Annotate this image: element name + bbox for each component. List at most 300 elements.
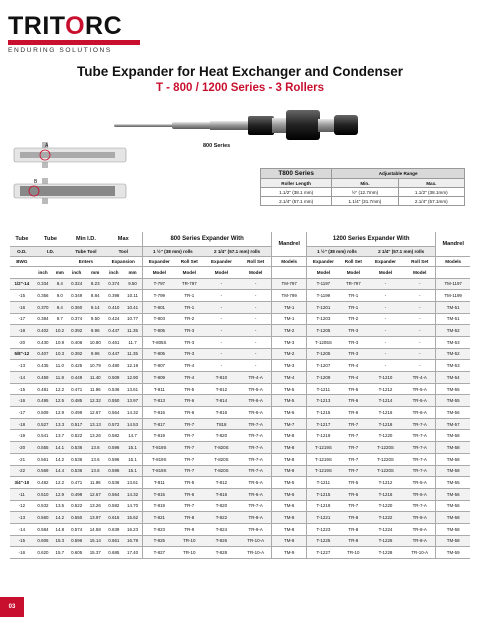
- hdr-rollset: Roll Set: [176, 256, 203, 266]
- table-cell: 8.23: [86, 278, 105, 290]
- table-cell: TM-8: [272, 453, 307, 465]
- hdr-model: Model: [340, 266, 367, 278]
- table-cell: TM-51: [436, 301, 470, 313]
- hdr-tube-id: Tube: [34, 232, 68, 246]
- hdr-od: O.D.: [10, 246, 34, 256]
- table-cell: TR-6: [340, 488, 367, 500]
- table-cell: -20: [10, 336, 34, 348]
- table-cell: 8.4: [52, 278, 67, 290]
- table-cell: -19: [10, 430, 34, 442]
- table-cell: T-824: [203, 523, 240, 535]
- table-cell: T-801: [142, 301, 175, 313]
- table-cell: 0.536: [67, 442, 86, 454]
- hdr-expander: Expander: [307, 256, 340, 266]
- brand-logo: [8, 14, 150, 54]
- table-cell: -: [240, 360, 272, 372]
- hdr-expander: Expander: [142, 256, 175, 266]
- table-cell: T-1199: [307, 290, 340, 302]
- table-cell: T-819S: [142, 465, 175, 477]
- table-cell: T-819: [142, 500, 175, 512]
- table-cell: TM-51: [436, 313, 470, 325]
- table-cell: 14.32: [123, 407, 142, 419]
- table-row: [10, 512, 470, 524]
- table-cell: T-1218: [367, 418, 404, 430]
- table-cell: TR-7: [340, 430, 367, 442]
- table-row: [10, 430, 470, 442]
- range-cell: 2.1/4" (57.1mm): [398, 197, 464, 206]
- hdr-models-800: Models: [272, 256, 307, 266]
- table-cell: T-1220S: [367, 442, 404, 454]
- table-cell: 10.11: [123, 290, 142, 302]
- table-cell: T-825: [142, 535, 175, 547]
- table-cell: 0.532: [34, 500, 53, 512]
- table-cell: TM-52: [436, 348, 470, 360]
- table-cell: -22: [10, 465, 34, 477]
- table-cell: TR-8-A: [404, 512, 436, 524]
- table-row: [10, 301, 470, 313]
- table-cell: 0.596: [67, 535, 86, 547]
- hdr-800-series: 800 Series Expander With: [142, 232, 271, 246]
- table-cell: 0.572: [105, 418, 124, 430]
- table-cell: -: [240, 348, 272, 360]
- table-cell: TM-58: [436, 453, 470, 465]
- table-cell: TR-7: [176, 453, 203, 465]
- table-cell: -: [240, 278, 272, 290]
- hdr-1200-series: 1200 Series Expander With: [307, 232, 436, 246]
- table-cell: 0.620: [34, 547, 53, 559]
- table-cell: TM-5: [272, 395, 307, 407]
- table-cell: TR-4: [340, 360, 367, 372]
- table-cell: 0.459: [34, 372, 53, 384]
- table-cell: 0.392: [67, 348, 86, 360]
- table-cell: 0.536: [105, 383, 124, 395]
- table-cell: -11: [10, 488, 34, 500]
- table-cell: TR-7: [340, 442, 367, 454]
- table-cell: T-812: [203, 477, 240, 489]
- hdr-mm: mm: [52, 266, 67, 278]
- table-cell: TR-5: [340, 477, 367, 489]
- table-cell: TR-5: [176, 383, 203, 395]
- table-cell: TM-57: [436, 418, 470, 430]
- hdr-rollset: Roll Set: [340, 256, 367, 266]
- table-cell: 0.398: [105, 290, 124, 302]
- table-cell: TR-6-A: [240, 395, 272, 407]
- table-cell: TR-7: [176, 465, 203, 477]
- table-cell: T-815: [142, 488, 175, 500]
- table-row: [10, 453, 470, 465]
- table-cell: TM-6: [272, 488, 307, 500]
- table-cell: TR-6-A: [404, 407, 436, 419]
- table-cell: 16.79: [123, 535, 142, 547]
- table-cell: T-819: [142, 430, 175, 442]
- table-cell: T-1205: [307, 325, 340, 337]
- table-row: [10, 442, 470, 454]
- range-col-roller: Roller Length: [261, 179, 332, 188]
- table-cell: -: [404, 301, 436, 313]
- table-cell: 0.407: [34, 348, 53, 360]
- table-cell: 1/2"-14: [10, 278, 34, 290]
- table-cell: TM-58: [436, 465, 470, 477]
- table-cell: -16: [10, 301, 34, 313]
- hdr-rollset: Roll Set: [240, 256, 272, 266]
- table-cell: T-1211: [307, 477, 340, 489]
- hdr-inch: inch: [67, 266, 86, 278]
- table-cell: TR-8: [340, 512, 367, 524]
- table-cell: -20: [10, 442, 34, 454]
- table-cell: -12: [10, 500, 34, 512]
- table-cell: 14.7: [123, 430, 142, 442]
- table-cell: TR-3: [340, 348, 367, 360]
- table-cell: 12.90: [123, 372, 142, 384]
- table-cell: -17: [10, 407, 34, 419]
- table-cell: TM-1199: [436, 290, 470, 302]
- table-cell: T-1222: [367, 512, 404, 524]
- table-cell: -: [367, 360, 404, 372]
- table-cell: 8.84: [86, 290, 105, 302]
- table-cell: 0.334: [34, 278, 53, 290]
- table-cell: TM-58: [436, 430, 470, 442]
- table-cell: 14.2: [52, 512, 67, 524]
- expander-spec-table: [10, 232, 470, 559]
- table-cell: 0.370: [34, 301, 53, 313]
- table-cell: T-1228: [367, 547, 404, 559]
- table-cell: 9.50: [123, 278, 142, 290]
- table-cell: TM-56: [436, 488, 470, 500]
- table-cell: TR-4-A: [404, 372, 436, 384]
- table-cell: TR-5-A: [240, 477, 272, 489]
- table-cell: TM-55: [436, 395, 470, 407]
- table-row: [10, 523, 470, 535]
- table-cell: T-823: [142, 523, 175, 535]
- table-cell: 14.58: [86, 523, 105, 535]
- hdr-model: Model: [404, 266, 436, 278]
- table-cell: T-828: [203, 547, 240, 559]
- table-cell: TR-7-A: [240, 442, 272, 454]
- table-cell: T-1212: [367, 383, 404, 395]
- table-cell: -: [240, 290, 272, 302]
- table-cell: TR-5-A: [404, 383, 436, 395]
- table-cell: -: [203, 348, 240, 360]
- table-cell: 0.560: [34, 512, 53, 524]
- table-cell: 0.449: [67, 372, 86, 384]
- table-cell: 15.3: [52, 535, 67, 547]
- table-cell: 0.561: [34, 453, 53, 465]
- table-cell: 0.481: [34, 383, 53, 395]
- table-cell: TR-8-A: [404, 535, 436, 547]
- table-cell: 0.499: [67, 488, 86, 500]
- logo-tagline: ENDURING SOLUTIONS: [8, 47, 112, 54]
- table-cell: TR-8: [340, 535, 367, 547]
- table-cell: T-1197: [307, 278, 340, 290]
- table-cell: TR-5-A: [404, 477, 436, 489]
- table-cell: -: [203, 301, 240, 313]
- table-cell: -: [404, 325, 436, 337]
- hdr-mm: mm: [86, 266, 105, 278]
- table-cell: -: [203, 313, 240, 325]
- table-cell: 15.1: [123, 465, 142, 477]
- table-cell: TR-6: [176, 488, 203, 500]
- table-cell: T-1221: [307, 512, 340, 524]
- table-cell: T-820: [203, 430, 240, 442]
- table-cell: -: [404, 313, 436, 325]
- table-cell: 15.1: [123, 453, 142, 465]
- table-cell: 0.536: [105, 477, 124, 489]
- table-cell: -: [404, 360, 436, 372]
- table-cell: -: [404, 278, 436, 290]
- table-cell: TR-1: [176, 301, 203, 313]
- table-cell: -13: [10, 512, 34, 524]
- table-cell: 0.685: [105, 547, 124, 559]
- table-cell: 9.50: [86, 313, 105, 325]
- table-cell: TM-8: [272, 523, 307, 535]
- table-cell: TM-59: [436, 547, 470, 559]
- table-cell: T-1207: [307, 360, 340, 372]
- table-cell: T-820: [203, 500, 240, 512]
- table-cell: T-797: [142, 278, 175, 290]
- logo-wordmark: TRITORC: [8, 12, 123, 40]
- table-cell: TM-4: [272, 372, 307, 384]
- table-cell: TM-55: [436, 477, 470, 489]
- table-cell: -14: [10, 523, 34, 535]
- table-cell: 12.19: [123, 360, 142, 372]
- table-cell: 0.406: [67, 336, 86, 348]
- table-cell: 0.596: [105, 442, 124, 454]
- table-cell: TR-10: [176, 535, 203, 547]
- table-cell: 0.536: [67, 465, 86, 477]
- table-cell: T-811: [142, 477, 175, 489]
- adjustable-range-table: [260, 168, 465, 206]
- table-cell: 14.53: [123, 418, 142, 430]
- table-cell: 9.7: [52, 313, 67, 325]
- hdr-tube-od: Tube: [10, 232, 34, 246]
- table-row: [10, 535, 470, 547]
- table-cell: TM-3: [272, 336, 307, 348]
- table-cell: TM-3: [272, 360, 307, 372]
- tool-caption: 800 Series: [203, 143, 231, 149]
- table-cell: 0.480: [105, 360, 124, 372]
- table-cell: TM-8: [272, 512, 307, 524]
- table-cell: TR-3: [176, 325, 203, 337]
- table-cell: T-814: [203, 395, 240, 407]
- table-row: [10, 418, 470, 430]
- table-cell: TR-2: [176, 313, 203, 325]
- table-cell: TM-58: [436, 512, 470, 524]
- table-cell: T-1227: [307, 547, 340, 559]
- table-cell: -: [367, 301, 404, 313]
- table-row: [10, 336, 470, 348]
- label-b: B: [34, 179, 38, 185]
- table-cell: 14.4: [52, 465, 67, 477]
- table-cell: 10.9: [52, 336, 67, 348]
- table-cell: T-1219S: [307, 442, 340, 454]
- hdr-model: Model: [176, 266, 203, 278]
- table-cell: T-1223: [307, 523, 340, 535]
- table-cell: T-817: [142, 418, 175, 430]
- table-cell: -15: [10, 535, 34, 547]
- table-row: [10, 407, 470, 419]
- table-cell: T-1215: [307, 488, 340, 500]
- hdr-models-1200: Models: [436, 256, 470, 266]
- table-cell: 13.3: [52, 418, 67, 430]
- table-cell: T-1212: [367, 477, 404, 489]
- hdr-mm: mm: [123, 266, 142, 278]
- table-cell: TR-3: [176, 348, 203, 360]
- table-row: [10, 360, 470, 372]
- table-row: [10, 488, 470, 500]
- hdr-mandrel-1200: Mandrel: [436, 232, 470, 256]
- table-cell: T-1219S: [307, 465, 340, 477]
- hdr-model: Model: [367, 266, 404, 278]
- table-cell: TR-7: [340, 453, 367, 465]
- table-cell: 0.471: [67, 477, 86, 489]
- hdr-expansion: Expansion: [105, 256, 143, 266]
- table-cell: 0.495: [34, 395, 53, 407]
- table-cell: TR-7-A: [240, 465, 272, 477]
- table-row: [10, 500, 470, 512]
- table-row: [10, 325, 470, 337]
- table-cell: T-1225: [307, 535, 340, 547]
- table-cell: -: [240, 313, 272, 325]
- table-cell: TR-1: [340, 290, 367, 302]
- table-cell: T-1216: [367, 407, 404, 419]
- table-cell: 10.2: [52, 325, 67, 337]
- table-cell: 0.564: [105, 407, 124, 419]
- table-cell: 0.517: [67, 418, 86, 430]
- hdr-1200-r57: 2 1/4" (57.1 mm) rolls: [367, 246, 436, 256]
- logo-accent-bar: [8, 40, 140, 45]
- table-cell: 0.447: [105, 348, 124, 360]
- table-cell: T-1210: [367, 372, 404, 384]
- tube-expander-tool-image: [112, 100, 362, 142]
- table-cell: -: [367, 290, 404, 302]
- table-cell: 13.26: [86, 500, 105, 512]
- table-cell: 0.461: [105, 336, 124, 348]
- table-cell: 11.7: [123, 336, 142, 348]
- table-cell: 0.482: [34, 477, 53, 489]
- table-cell: TM-5: [272, 383, 307, 395]
- table-cell: TM-797: [272, 278, 307, 290]
- tube-expansion-diagram: [12, 140, 132, 208]
- table-cell: 16.23: [123, 523, 142, 535]
- table-cell: 9.4: [52, 301, 67, 313]
- table-cell: 0.499: [67, 407, 86, 419]
- table-cell: T-813: [142, 395, 175, 407]
- table-cell: T-1226: [367, 535, 404, 547]
- table-cell: T-1219: [307, 500, 340, 512]
- table-cell: 0.356: [34, 290, 53, 302]
- table-cell: T818: [203, 418, 240, 430]
- range-cell: 1.1/2" (38.1 mm): [261, 188, 332, 197]
- table-cell: -: [367, 313, 404, 325]
- table-cell: T-819S: [142, 442, 175, 454]
- table-cell: 0.596: [105, 465, 124, 477]
- hdr-tube-tool: Tube Tool: [67, 246, 104, 256]
- page-subtitle: T - 800 / 1200 Series - 3 Rollers: [155, 82, 325, 94]
- table-cell: 12.2: [52, 383, 67, 395]
- table-cell: T-821: [142, 512, 175, 524]
- table-cell: TR-7: [176, 418, 203, 430]
- table-cell: TR-7-A: [240, 500, 272, 512]
- table-cell: -: [203, 336, 240, 348]
- table-cell: 0.324: [67, 278, 86, 290]
- table-cell: TM-2: [272, 348, 307, 360]
- table-cell: T-1220S: [367, 453, 404, 465]
- table-row: [10, 290, 470, 302]
- hdr-800-r57: 2 1/4" (57.1 mm) rolls: [203, 246, 272, 256]
- table-cell: 15.62: [123, 512, 142, 524]
- table-cell: 0.569: [34, 465, 53, 477]
- table-cell: -: [203, 360, 240, 372]
- table-cell: 0.555: [34, 442, 53, 454]
- table-cell: 15.1: [123, 442, 142, 454]
- table-cell: T-810: [203, 372, 240, 384]
- table-cell: TR-7: [176, 442, 203, 454]
- table-cell: T-1219S: [307, 453, 340, 465]
- table-cell: 15.14: [86, 535, 105, 547]
- table-cell: TM-5: [272, 477, 307, 489]
- table-cell: T-809: [142, 372, 175, 384]
- table-cell: T-819S: [142, 453, 175, 465]
- table-cell: TM-799: [272, 290, 307, 302]
- table-cell: 0.639: [105, 523, 124, 535]
- table-cell: -: [367, 278, 404, 290]
- table-cell: TM-56: [436, 407, 470, 419]
- table-cell: TR-797: [176, 278, 203, 290]
- table-cell: T-820S: [203, 465, 240, 477]
- table-cell: TR-6-A: [404, 488, 436, 500]
- table-cell: T-1219: [307, 430, 340, 442]
- table-cell: 11.40: [86, 372, 105, 384]
- table-cell: TR-10-A: [404, 547, 436, 559]
- table-cell: TR-4: [176, 372, 203, 384]
- table-cell: T-826: [203, 535, 240, 547]
- table-cell: 0.550: [105, 395, 124, 407]
- table-cell: TM-56: [436, 500, 470, 512]
- table-cell: 9.0: [52, 290, 67, 302]
- table-cell: 12.2: [52, 477, 67, 489]
- table-cell: TR-8: [176, 512, 203, 524]
- table-cell: 14.32: [123, 488, 142, 500]
- table-cell: T-1201: [307, 301, 340, 313]
- table-cell: 0.509: [105, 372, 124, 384]
- table-cell: -18: [10, 325, 34, 337]
- range-col-max: Max.: [398, 179, 464, 188]
- hdr-model: Model: [142, 266, 175, 278]
- table-cell: 13.97: [123, 395, 142, 407]
- table-cell: TM-7: [272, 418, 307, 430]
- hdr-id: I.D.: [34, 246, 68, 256]
- table-cell: 0.550: [67, 512, 86, 524]
- table-cell: -: [240, 301, 272, 313]
- table-cell: 12.67: [86, 488, 105, 500]
- table-cell: TM-6: [272, 407, 307, 419]
- hdr-tool: Tool: [105, 246, 143, 256]
- table-cell: TM-53: [436, 360, 470, 372]
- page-number: 03: [0, 597, 24, 617]
- table-cell: T-816: [203, 407, 240, 419]
- table-cell: T-1211: [307, 383, 340, 395]
- hdr-expander: Expander: [367, 256, 404, 266]
- range-cell: 1.1/2" (38.1mm): [398, 188, 464, 197]
- table-cell: TR-7: [176, 430, 203, 442]
- table-cell: TR-7: [340, 465, 367, 477]
- table-cell: TM-8: [272, 465, 307, 477]
- table-cell: TR-7-A: [240, 418, 272, 430]
- hdr-mandrel-800: Mandrel: [272, 232, 307, 256]
- table-cell: 0.471: [67, 383, 86, 395]
- table-cell: TR-6: [176, 407, 203, 419]
- hdr-expander: Expander: [203, 256, 240, 266]
